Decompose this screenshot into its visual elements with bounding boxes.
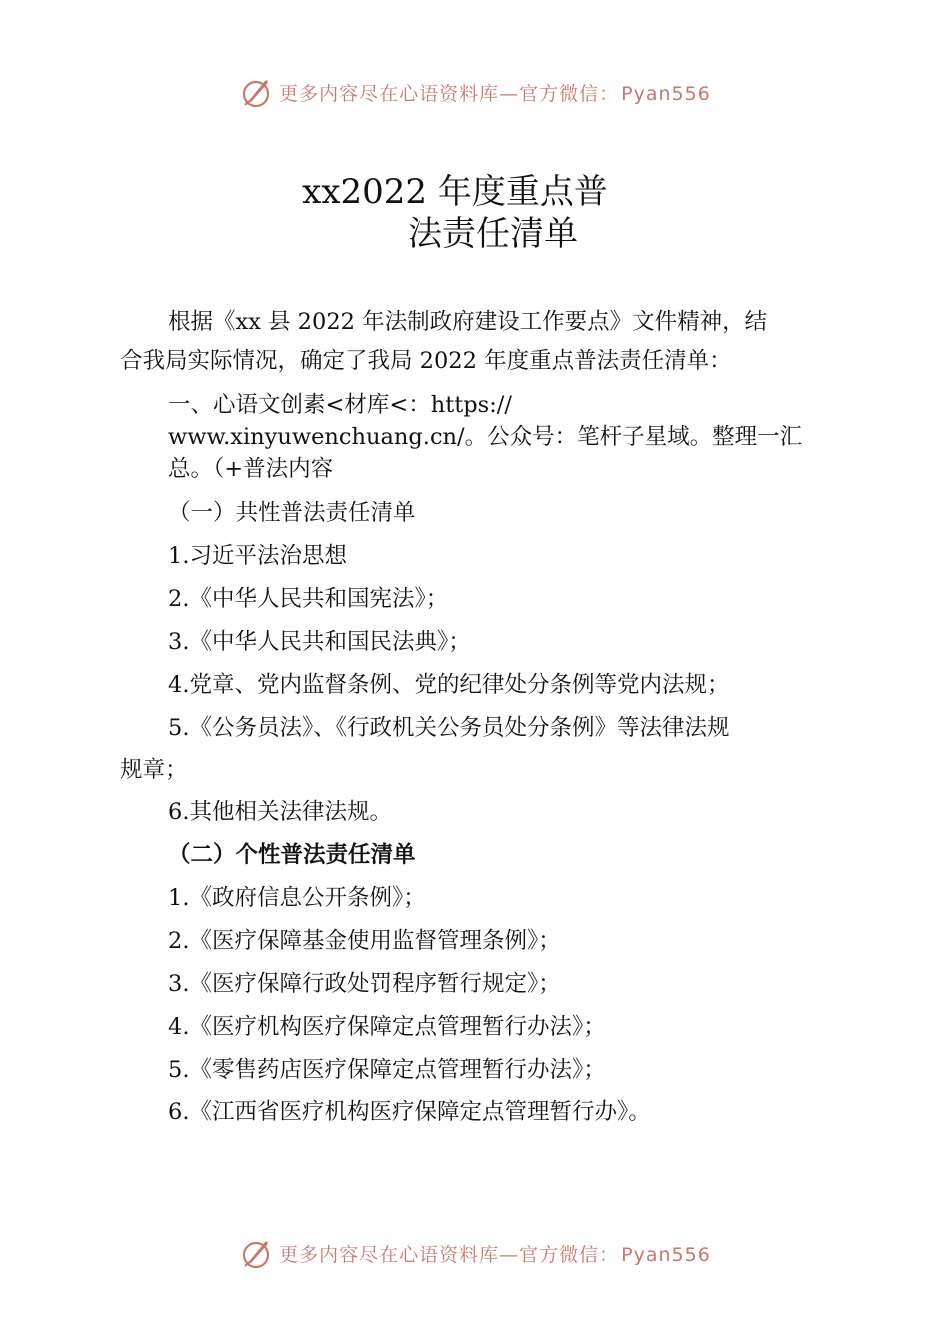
common-item-5: 5.《公务员法》、《行政机关公务员处分条例》等法律法规 [168,715,730,741]
section-one-line-3: 总。（+普法内容 [168,456,334,482]
specific-item-1: 1.《政府信息公开条例》； [168,885,426,911]
watermark-text: 更多内容尽在心语资料库—官方微信： Pyan556 [279,1243,711,1266]
common-item-2: 2.《中华人民共和国宪法》； [168,586,449,612]
watermark-text: 更多内容尽在心语资料库—官方微信： Pyan556 [279,82,711,105]
doc-title-line-2: 法责任清单 [408,214,578,254]
header-watermark [0,72,950,112]
section-one-line-1: 一、心语文创素<材库<：https:// [168,392,512,418]
quill-circle-logo-icon [239,75,273,109]
specific-item-3: 3.《医疗保障行政处罚程序暂行规定》； [168,971,561,997]
common-item-1: 1.习近平法治思想 [168,543,347,569]
specific-item-2: 2.《医疗保障基金使用监督管理条例》； [168,928,561,954]
common-heading: （一）共性普法责任清单 [168,500,416,526]
intro-line-1: 根据《xx 县 2022 年法制政府建设工作要点》文件精神，结 [168,309,768,335]
doc-title-line-1: xx2022 年度重点普 [302,172,608,212]
specific-item-5: 5.《零售药店医疗保障定点管理暂行办法》； [168,1057,606,1083]
common-item-5-cont: 规章； [120,757,188,783]
specific-item-4: 4.《医疗机构医疗保障定点管理暂行办法》； [168,1014,606,1040]
specific-item-6: 6.《江西省医疗机构医疗保障定点管理暂行办》。 [168,1099,651,1125]
quill-circle-logo-icon [239,1236,273,1270]
intro-line-2: 合我局实际情况，确定了我局 2022 年度重点普法责任清单： [120,348,732,374]
footer-watermark [0,1233,950,1273]
common-item-3: 3.《中华人民共和国民法典》； [168,629,471,655]
common-item-6: 6.其他相关法律法规。 [168,799,392,825]
wechat-id: Pyan556 [621,82,711,105]
section-one-line-2: www.xinyuwenchuang.cn/。公众号：笔杆子星域。整理一汇 [168,424,803,450]
common-item-4: 4.党章、党内监督条例、党的纪律处分条例等党内法规； [168,672,730,698]
specific-heading: （二）个性普法责任清单 [168,842,416,868]
wechat-id: Pyan556 [621,1243,711,1266]
